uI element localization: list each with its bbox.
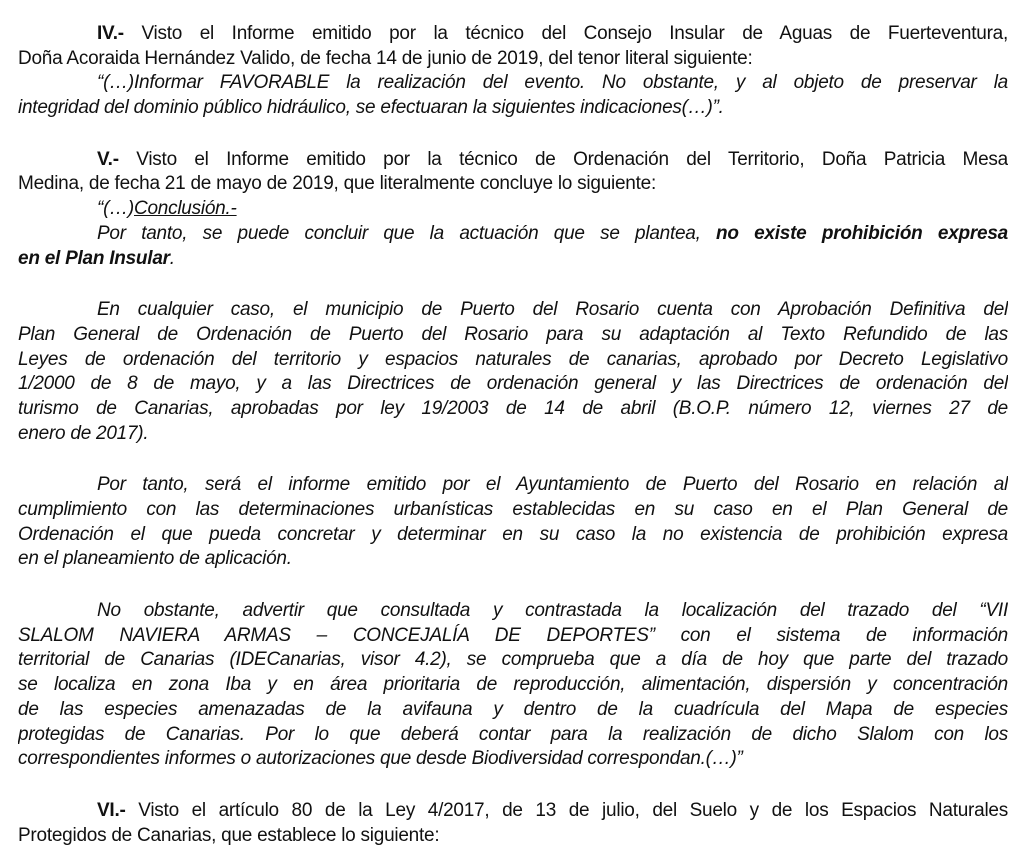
paragraph-spacer bbox=[18, 772, 1008, 799]
text-run: 1/2000 de 8 de mayo, y a las Directrices de ordenación general y las Directrices de ordenación del bbox=[18, 373, 1008, 395]
paragraph bbox=[18, 148, 1008, 271]
text-run: Visto el Informe emitido por la técnico del Consejo Insular de Aguas de Fuerteventura, bbox=[123, 23, 1008, 44]
text-run: cumplimiento con las determinaciones urbanísticas establecidas en su caso en el Plan General de bbox=[18, 499, 1008, 520]
text-run: No obstante, advertir que consultada y contrastada la localización del trazado del “VII bbox=[97, 600, 1008, 622]
text-line bbox=[18, 723, 1008, 748]
text-run: en el Plan Insular bbox=[18, 247, 170, 269]
paragraph bbox=[18, 473, 1008, 572]
paragraph bbox=[18, 22, 1008, 121]
paragraph-spacer bbox=[18, 271, 1008, 298]
text-line bbox=[18, 498, 1008, 523]
text-run: territorial de Canarias (IDECanarias, visor 4.2), se comprueba que a día de hoy que parte del trazado bbox=[18, 649, 1008, 671]
text-run: “(…)Informar FAVORABLE la realización del evento. No obstante, y al objeto de preservar la bbox=[97, 72, 1008, 94]
document-page bbox=[18, 22, 1008, 848]
text-line bbox=[18, 323, 1008, 348]
paragraph bbox=[18, 799, 1008, 848]
text-line bbox=[18, 523, 1008, 548]
text-run: se localiza en zona Iba y en área prioritaria de reproducción, alimentación, dispersión y concentración bbox=[18, 674, 1008, 696]
text-run: integridad del dominio público hidráulico, se efectuaran la siguientes indicaciones(…)”. bbox=[18, 97, 724, 119]
text-line bbox=[18, 473, 1008, 498]
text-run: Visto el Informe emitido por la técnico de Ordenación del Territorio, Doña Patricia Mesa bbox=[118, 148, 1008, 170]
text-run: Visto el artículo 80 de la Ley 4/2017, de 13 de julio, del Suelo y de los Espacios Naturales bbox=[125, 799, 1008, 821]
text-run: En cualquier caso, el municipio de Puerto del Rosario cuenta con Aprobación Definitiva del bbox=[97, 299, 1008, 321]
text-run: Plan General de Ordenación de Puerto del Rosario para su adaptación al Texto Refundido de las bbox=[18, 323, 1008, 345]
text-run: protegidas de Canarias. Por lo que deberá contar para la realización de dicho Slalom con los bbox=[18, 723, 1008, 745]
text-line bbox=[18, 197, 1008, 222]
text-run: de las especies amenazadas de la avifauna y dentro de la cuadrícula del Mapa de especies bbox=[18, 698, 1008, 720]
section-number: VI.- bbox=[97, 799, 126, 821]
text-line bbox=[18, 247, 1008, 272]
text-line bbox=[18, 22, 1008, 47]
text-line bbox=[18, 298, 1008, 323]
text-line bbox=[18, 799, 1008, 824]
text-line bbox=[18, 148, 1008, 173]
text-run: . bbox=[169, 247, 175, 269]
text-run: Leyes de ordenación del territorio y espacios naturales de canarias, aprobado por Decreto Legislativo bbox=[18, 348, 1008, 370]
text-run: “(…) bbox=[97, 198, 134, 220]
text-run: Por tanto, será el informe emitido por el Ayuntamiento de Puerto del Rosario en relación al bbox=[97, 474, 1008, 496]
text-run: Doña Acoraida Hernández Valido, de fecha 14 de junio de 2019, del tenor literal siguiente: bbox=[18, 47, 753, 69]
text-run: enero de 2017). bbox=[18, 422, 149, 444]
text-line bbox=[18, 222, 1008, 247]
text-run: en el planeamiento de aplicación. bbox=[18, 548, 292, 570]
paragraph-spacer bbox=[18, 446, 1008, 473]
paragraph-spacer bbox=[18, 121, 1008, 148]
text-line bbox=[18, 673, 1008, 698]
text-line bbox=[18, 348, 1008, 373]
text-run: SLALOM NAVIERA ARMAS – CONCEJALÍA DE DEPORTES” con el sistema de información bbox=[18, 624, 1008, 646]
text-run: Conclusión.- bbox=[133, 198, 237, 220]
text-line bbox=[18, 397, 1008, 422]
text-run: no existe prohibición expresa bbox=[716, 222, 1008, 244]
text-line bbox=[18, 547, 1008, 572]
section-number: V.- bbox=[97, 148, 119, 170]
text-run: Ordenación el que pueda concretar y determinar en su caso la no existencia de prohibición expresa bbox=[18, 523, 1008, 545]
text-line bbox=[18, 47, 1008, 72]
text-run: Protegidos de Canarias, que establece lo siguiente: bbox=[18, 824, 440, 846]
section-number: IV.- bbox=[97, 23, 124, 44]
text-line bbox=[18, 698, 1008, 723]
paragraph bbox=[18, 599, 1008, 772]
text-line bbox=[18, 172, 1008, 197]
text-run: Medina, de fecha 21 de mayo de 2019, que literalmente concluye lo siguiente: bbox=[18, 173, 656, 195]
text-line bbox=[18, 824, 1008, 849]
paragraph-spacer bbox=[18, 572, 1008, 599]
text-run: Por tanto, se puede concluir que la actuación que se plantea, bbox=[97, 222, 717, 244]
text-line bbox=[18, 648, 1008, 673]
text-run: correspondientes informes o autorizaciones que desde Biodiversidad correspondan.(…)” bbox=[18, 748, 743, 770]
text-line bbox=[18, 372, 1008, 397]
text-run: turismo de Canarias, aprobadas por ley 19/2003 de 14 de abril (B.O.P. número 12, viernes 27 de bbox=[18, 397, 1008, 419]
text-line bbox=[18, 599, 1008, 624]
text-line bbox=[18, 422, 1008, 447]
text-line bbox=[18, 71, 1008, 96]
text-line bbox=[18, 96, 1008, 121]
text-line bbox=[18, 747, 1008, 772]
text-line bbox=[18, 624, 1008, 649]
paragraph bbox=[18, 298, 1008, 446]
